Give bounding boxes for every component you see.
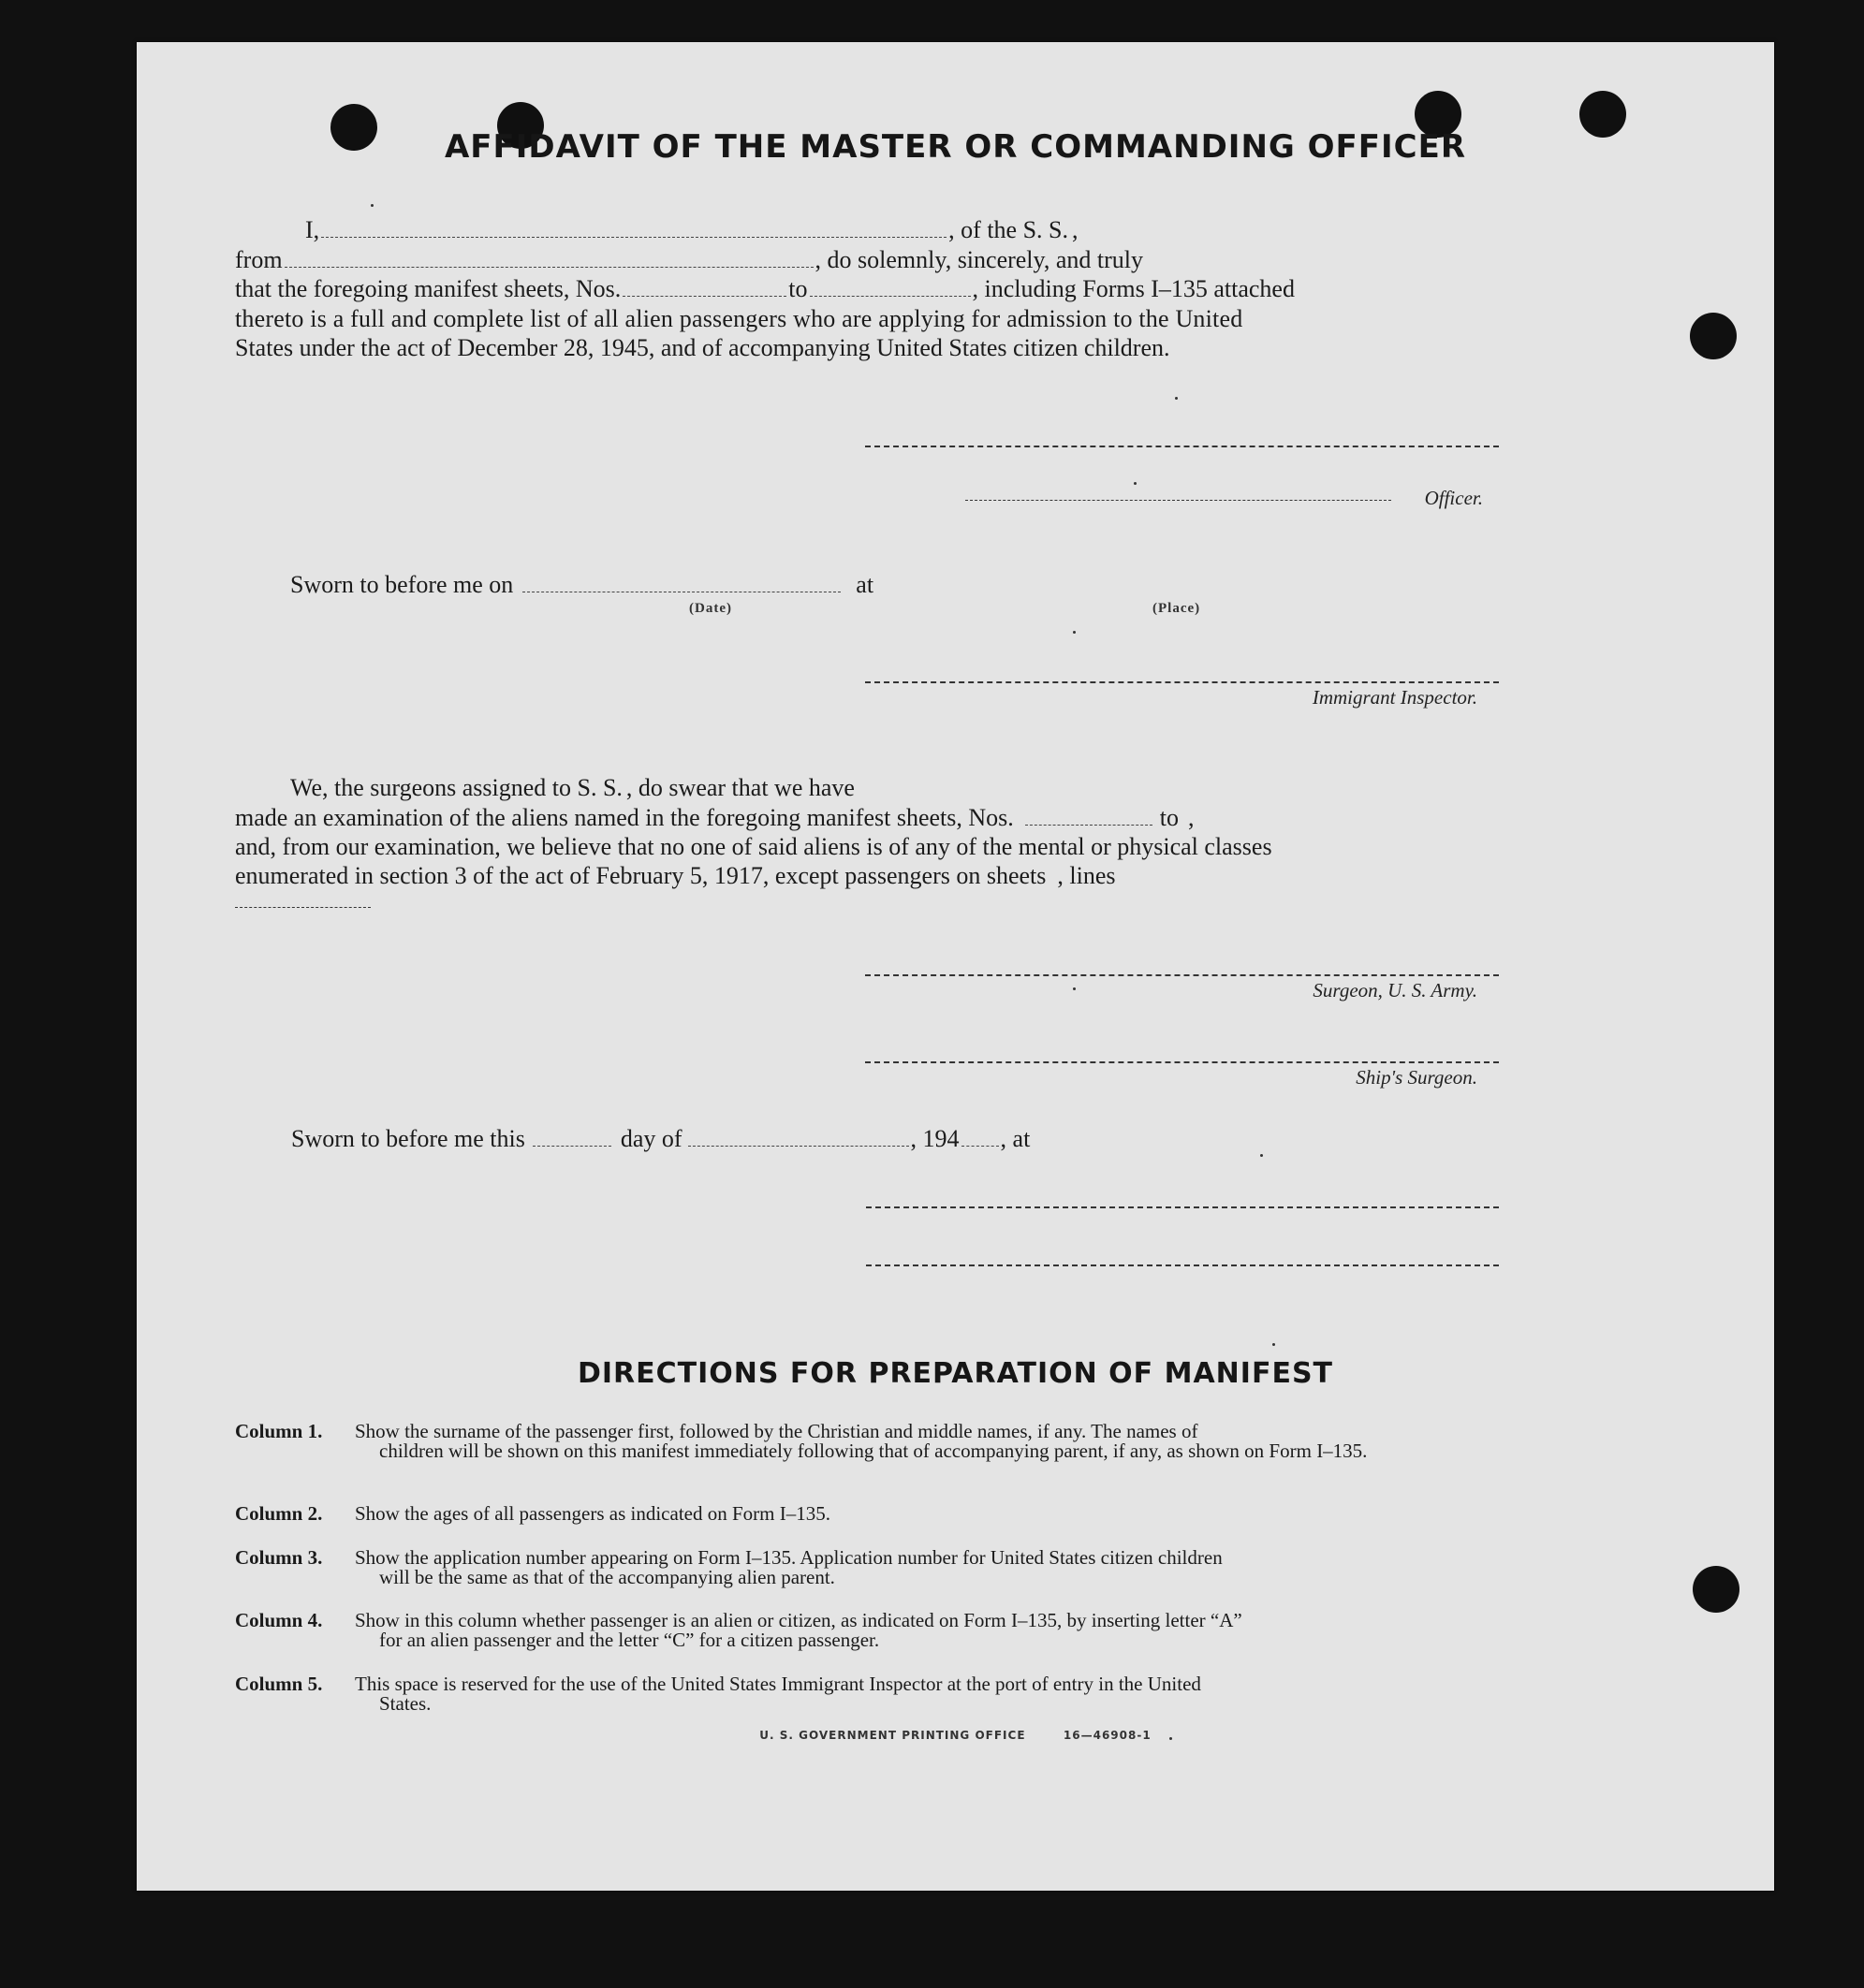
scan-speck	[1073, 631, 1076, 634]
sheets-to-field[interactable]	[810, 277, 971, 297]
inspector-caption: Immigrant Inspector.	[1312, 686, 1477, 709]
punch-hole	[1690, 313, 1737, 359]
inspector-signature-line[interactable]	[865, 681, 1499, 683]
final-signature-line-1[interactable]	[866, 1206, 1499, 1208]
ship-surgeon-caption: Ship's Surgeon.	[1356, 1066, 1477, 1089]
affidavit-line-4: thereto is a full and complete list of all alien passengers who are applying for admission to the United	[235, 305, 1243, 332]
sworn-day-field[interactable]	[533, 1127, 611, 1147]
affidavit-line-1: I, , of the S. S. ,	[305, 216, 1079, 243]
scan-speck	[1073, 987, 1076, 990]
sworn-date-field[interactable]	[522, 573, 841, 592]
ship-surgeon-signature-line[interactable]	[865, 1061, 1499, 1063]
except-lines-field[interactable]	[235, 907, 371, 908]
sworn-year-field[interactable]	[961, 1127, 999, 1147]
direction-column-4: Column 4. Show in this column whether passenger is an alien or citizen, as indicated on Form I–135, by inserting letter “A” for an alien passenger and the letter “C” for a citizen passenger.	[235, 1609, 1242, 1651]
sworn-inspector-line: Sworn to before me on at	[290, 571, 874, 598]
scan-speck	[1175, 397, 1178, 400]
affidavit-line-3: that the foregoing manifest sheets, Nos. to , including Forms I–135 attached	[235, 275, 1295, 302]
port-from-field[interactable]	[285, 248, 814, 268]
direction-column-5: Column 5. This space is reserved for the use of the United States Immigrant Inspector at the port of entry in the United States.	[235, 1673, 1201, 1715]
affidavit-line-5: States under the act of December 28, 1945, and of accompanying United States citizen children.	[235, 334, 1170, 361]
scan-speck	[1134, 482, 1137, 485]
surgeons-line-3: and, from our examination, we believe that no one of said aliens is of any of the mental or physical classes	[235, 833, 1272, 860]
affidavit-title: AFFIDAVIT OF THE MASTER OR COMMANDING OFFICER	[444, 128, 1467, 166]
officer-signature-line[interactable]	[865, 446, 1499, 447]
final-signature-line-2[interactable]	[866, 1264, 1499, 1266]
officer-caption: Officer.	[1424, 487, 1483, 509]
affidavit-line-2: from , do solemnly, sincerely, and truly	[235, 246, 1143, 273]
scan-speck	[1260, 1154, 1263, 1157]
army-surgeon-signature-line[interactable]	[865, 974, 1499, 976]
directions-title: DIRECTIONS FOR PREPARATION OF MANIFEST	[577, 1357, 1334, 1390]
surgeons-line-1: We, the surgeons assigned to S. S. , do swear that we have	[290, 774, 855, 801]
scan-speck	[1169, 1737, 1172, 1740]
surgeons-line-2: made an examination of the aliens named in the foregoing manifest sheets, Nos. to ,	[235, 804, 1195, 831]
sworn-final-line: Sworn to before me this day of , 194 , at	[291, 1125, 1031, 1152]
form-page	[137, 42, 1774, 1891]
sworn-month-field[interactable]	[688, 1127, 909, 1147]
army-surgeon-caption: Surgeon, U. S. Army.	[1313, 979, 1477, 1001]
scan-speck	[371, 204, 374, 207]
date-caption: (Date)	[689, 601, 732, 616]
punch-hole	[1693, 1566, 1739, 1613]
printer-footer	[137, 1729, 1774, 1742]
master-name-field[interactable]	[321, 218, 947, 238]
sheets-from-field[interactable]	[623, 277, 786, 297]
direction-column-1: Column 1. Show the surname of the passenger first, followed by the Christian and middle names, if any. The names of children will be shown on this manifest immediately following that of accompanying parent, if any, as shown on Form I–135.	[235, 1420, 1368, 1462]
surgeons-line-4: enumerated in section 3 of the act of February 5, 1917, except passengers on sheets , lines	[235, 862, 1116, 889]
direction-column-3: Column 3. Show the application number appearing on Form I–135. Application number for United States citizen children will be the same as that of the accompanying alien parent.	[235, 1546, 1223, 1588]
printer-name: U. S. GOVERNMENT PRINTING OFFICE	[759, 1729, 1026, 1742]
place-caption: (Place)	[1152, 601, 1201, 616]
form-code: 16—46908-1	[1063, 1729, 1152, 1742]
surgeons-sheets-from-field[interactable]	[1025, 806, 1152, 826]
officer-name-line[interactable]	[965, 500, 1391, 501]
direction-column-2: Column 2. Show the ages of all passengers as indicated on Form I–135.	[235, 1502, 830, 1525]
scan-speck	[1272, 1343, 1275, 1346]
